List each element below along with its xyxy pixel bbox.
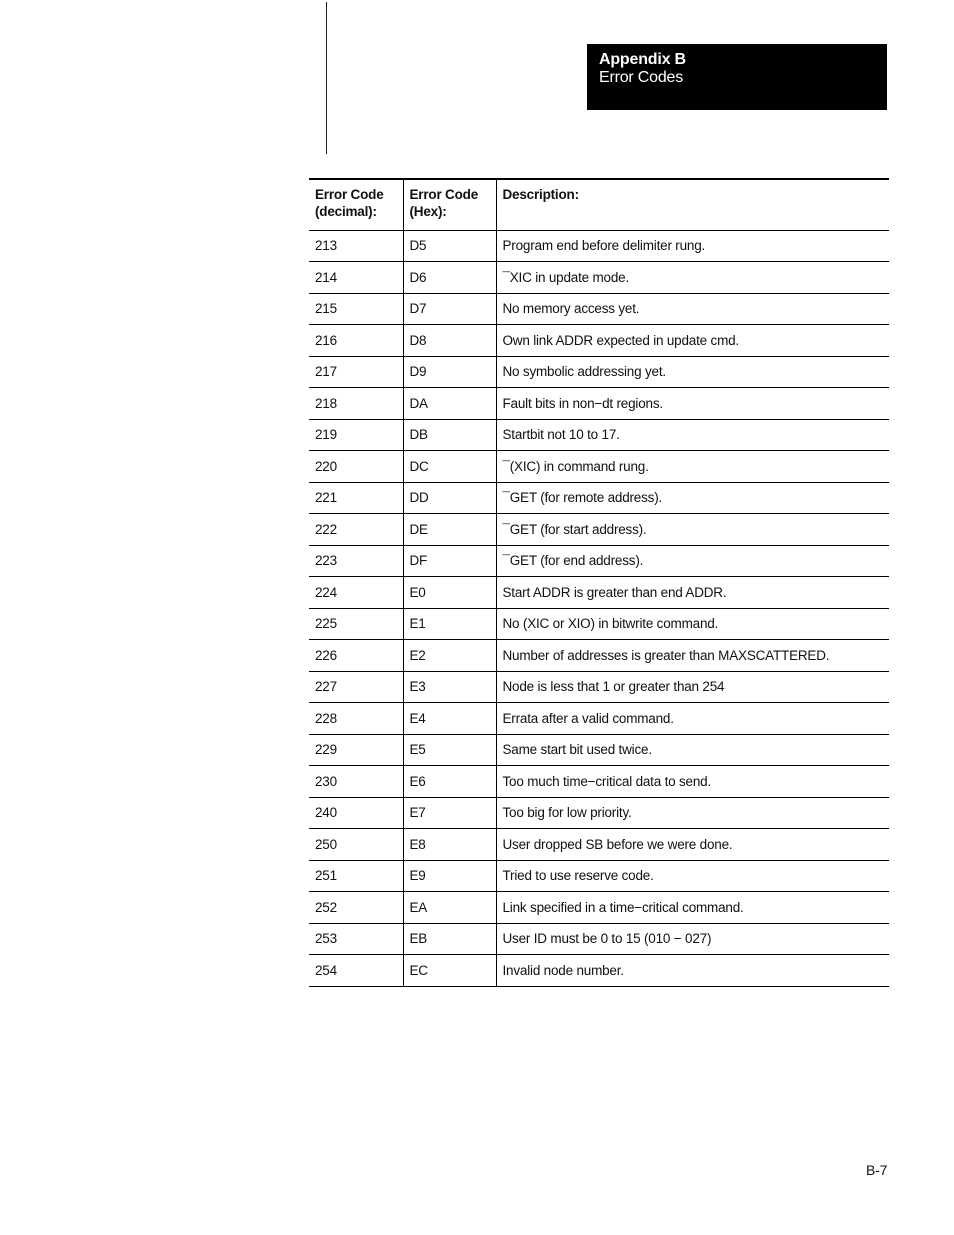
error-code-decimal: 252 xyxy=(309,892,403,924)
error-code-decimal: 219 xyxy=(309,419,403,451)
error-code-hex: D6 xyxy=(403,262,496,294)
error-code-decimal: 217 xyxy=(309,356,403,388)
error-code-hex: EC xyxy=(403,955,496,987)
error-description: No symbolic addressing yet. xyxy=(496,356,889,388)
table-row xyxy=(309,703,889,735)
section-header xyxy=(587,44,887,110)
error-description: ¯GET (for end address). xyxy=(496,545,889,577)
error-description: User ID must be 0 to 15 (010 − 027) xyxy=(496,923,889,955)
error-description: Same start bit used twice. xyxy=(496,734,889,766)
error-description: User dropped SB before we were done. xyxy=(496,829,889,861)
error-code-hex: DD xyxy=(403,482,496,514)
error-code-decimal: 228 xyxy=(309,703,403,735)
table-body xyxy=(309,230,889,986)
error-code-decimal: 230 xyxy=(309,766,403,798)
page-number: B-7 xyxy=(866,1162,888,1178)
error-code-hex: E9 xyxy=(403,860,496,892)
column-header-hex xyxy=(403,179,496,230)
error-code-decimal: 213 xyxy=(309,230,403,262)
error-code-hex: EA xyxy=(403,892,496,924)
error-code-hex: DC xyxy=(403,451,496,483)
error-code-hex: E2 xyxy=(403,640,496,672)
error-code-decimal: 229 xyxy=(309,734,403,766)
error-code-hex: D9 xyxy=(403,356,496,388)
error-code-decimal: 227 xyxy=(309,671,403,703)
column-header-decimal-line2: (decimal): xyxy=(315,204,377,219)
error-code-table xyxy=(309,178,889,987)
error-code-hex: E5 xyxy=(403,734,496,766)
error-description: ¯XIC in update mode. xyxy=(496,262,889,294)
table-row xyxy=(309,892,889,924)
column-header-description-line1: Description: xyxy=(502,187,579,202)
error-description: Tried to use reserve code. xyxy=(496,860,889,892)
error-code-decimal: 223 xyxy=(309,545,403,577)
table-row xyxy=(309,230,889,262)
error-code-hex: D8 xyxy=(403,325,496,357)
table-row xyxy=(309,766,889,798)
error-code-hex: E7 xyxy=(403,797,496,829)
table-row xyxy=(309,325,889,357)
error-description: Node is less that 1 or greater than 254 xyxy=(496,671,889,703)
error-code-decimal: 254 xyxy=(309,955,403,987)
table-row xyxy=(309,293,889,325)
error-code-decimal: 253 xyxy=(309,923,403,955)
error-code-hex: E4 xyxy=(403,703,496,735)
error-code-hex: DF xyxy=(403,545,496,577)
error-code-hex: D5 xyxy=(403,230,496,262)
error-description: Start ADDR is greater than end ADDR. xyxy=(496,577,889,609)
column-header-description xyxy=(496,179,889,230)
error-code-hex: DA xyxy=(403,388,496,420)
table-row xyxy=(309,356,889,388)
error-description: Own link ADDR expected in update cmd. xyxy=(496,325,889,357)
table-row xyxy=(309,608,889,640)
error-code-decimal: 220 xyxy=(309,451,403,483)
table-row xyxy=(309,388,889,420)
error-description: Fault bits in non−dt regions. xyxy=(496,388,889,420)
table-header xyxy=(309,179,889,230)
error-code-decimal: 240 xyxy=(309,797,403,829)
error-code-hex: DE xyxy=(403,514,496,546)
error-code-hex: E8 xyxy=(403,829,496,861)
table-row xyxy=(309,955,889,987)
appendix-title: Appendix B xyxy=(599,51,686,68)
error-description: Number of addresses is greater than MAXSCATTERED. xyxy=(496,640,889,672)
table-row xyxy=(309,797,889,829)
column-header-hex-line1: Error Code xyxy=(409,187,479,202)
error-description: ¯GET (for start address). xyxy=(496,514,889,546)
error-description: Startbit not 10 to 17. xyxy=(496,419,889,451)
table-row xyxy=(309,923,889,955)
error-code-hex: EB xyxy=(403,923,496,955)
error-description: No memory access yet. xyxy=(496,293,889,325)
margin-rule xyxy=(326,2,327,154)
error-code-hex: E1 xyxy=(403,608,496,640)
error-code-decimal: 216 xyxy=(309,325,403,357)
error-code-hex: E3 xyxy=(403,671,496,703)
error-description: Too much time−critical data to send. xyxy=(496,766,889,798)
column-header-hex-line2: (Hex): xyxy=(409,204,447,219)
error-code-decimal: 250 xyxy=(309,829,403,861)
table-row xyxy=(309,640,889,672)
table-row xyxy=(309,734,889,766)
error-code-decimal: 225 xyxy=(309,608,403,640)
error-description: Errata after a valid command. xyxy=(496,703,889,735)
table-row xyxy=(309,577,889,609)
error-code-decimal: 226 xyxy=(309,640,403,672)
error-code-decimal: 215 xyxy=(309,293,403,325)
table-row xyxy=(309,829,889,861)
column-header-decimal xyxy=(309,179,403,230)
error-description: ¯(XIC) in command rung. xyxy=(496,451,889,483)
error-code-hex: E6 xyxy=(403,766,496,798)
table-row xyxy=(309,262,889,294)
error-description: Invalid node number. xyxy=(496,955,889,987)
error-code-decimal: 221 xyxy=(309,482,403,514)
error-code-decimal: 214 xyxy=(309,262,403,294)
error-code-hex: D7 xyxy=(403,293,496,325)
error-code-decimal: 224 xyxy=(309,577,403,609)
table-header-row xyxy=(309,179,889,230)
error-description: ¯GET (for remote address). xyxy=(496,482,889,514)
column-header-decimal-line1: Error Code xyxy=(315,187,384,202)
appendix-subtitle: Error Codes xyxy=(599,69,684,86)
table-row xyxy=(309,860,889,892)
error-description: Program end before delimiter rung. xyxy=(496,230,889,262)
error-description: Too big for low priority. xyxy=(496,797,889,829)
table-row xyxy=(309,419,889,451)
table-row xyxy=(309,545,889,577)
error-code-hex: DB xyxy=(403,419,496,451)
error-code-hex: E0 xyxy=(403,577,496,609)
error-code-decimal: 222 xyxy=(309,514,403,546)
table-row xyxy=(309,514,889,546)
table-row xyxy=(309,451,889,483)
error-description: Link specified in a time−critical command. xyxy=(496,892,889,924)
error-description: No (XIC or XIO) in bitwrite command. xyxy=(496,608,889,640)
table-row xyxy=(309,671,889,703)
error-code-decimal: 251 xyxy=(309,860,403,892)
table-row xyxy=(309,482,889,514)
error-code-decimal: 218 xyxy=(309,388,403,420)
